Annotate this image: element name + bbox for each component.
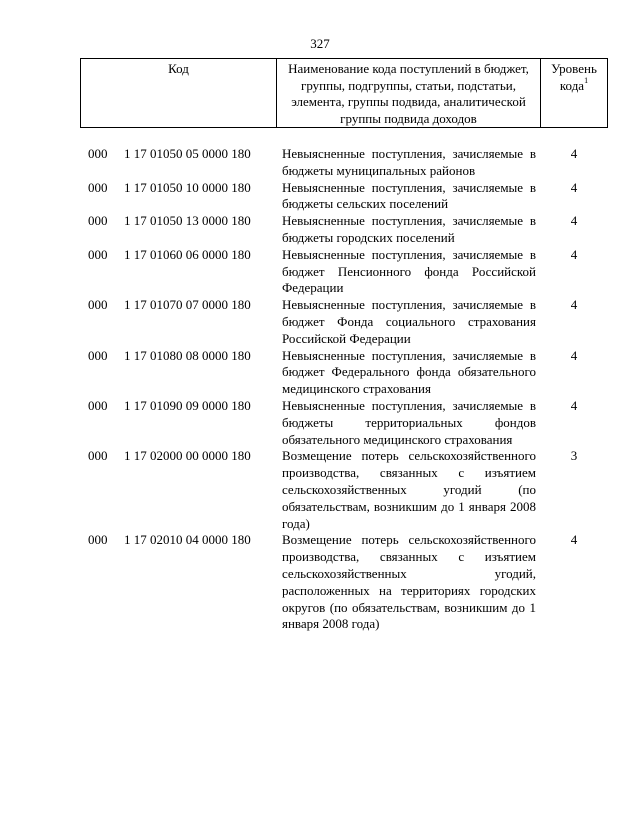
header-code-label: Код [168,61,189,76]
table-row [80,448,608,532]
revenue-code: 1 17 01090 09 0000 180 [124,397,251,413]
table-row [80,398,608,448]
revenue-code: 1 17 01050 10 0000 180 [124,179,251,195]
header-level-text [541,59,607,94]
code-level: 4 [570,532,578,548]
admin-code: 000 [88,397,108,413]
code-level: 4 [570,297,578,313]
table-row [80,180,608,214]
revenue-code: 1 17 01050 05 0000 180 [124,146,251,161]
revenue-name: Невыясненные поступления, зачисляемые в бюджеты муниципальных районов [282,146,536,178]
revenue-code: 1 17 02010 04 0000 180 [124,532,251,548]
admin-code: 000 [88,297,108,313]
footnote-marker: 1 [584,75,589,85]
admin-code: 000 [88,179,108,195]
admin-code: 000 [88,246,108,262]
code-level: 4 [570,179,578,195]
page-number: 327 [310,36,330,51]
table-row [80,532,608,633]
revenue-name: Возмещение потерь сельскохозяйственного производства, связанных с изъятием сельскохозяйственных угодий (по обязательствам, возникшим до 1 января 2008 года) [282,448,536,531]
header-level-label: Уровень кода [551,61,597,93]
code-level: 4 [570,213,578,229]
code-level: 4 [570,347,578,363]
code-level: 4 [570,246,578,262]
admin-code: 000 [88,448,108,464]
header-cell-level [541,59,607,127]
table-row [80,213,608,247]
admin-code: 000 [88,347,108,363]
table-row [80,247,608,297]
revenue-name: Невыясненные поступления, зачисляемые в бюджеты территориальных фондов обязательного медицинского страхования [282,397,536,447]
revenue-name: Возмещение потерь сельскохозяйственного производства, связанных с изъятием сельскохозяйственных угодий, расположенных на территориях городских округов (по обязательствам, возникшим до 1 января 2008 года) [282,532,536,632]
admin-code: 000 [88,532,108,548]
revenue-name: Невыясненные поступления, зачисляемые в бюджеты городских поселений [282,213,536,245]
table-body [80,146,608,633]
header-cell-code [81,59,277,127]
header-cell-name [277,59,541,127]
code-level: 4 [570,397,578,413]
revenue-code: 1 17 01050 13 0000 180 [124,213,251,229]
table-row [80,146,608,180]
code-level: 3 [570,448,578,464]
admin-code: 000 [88,213,108,229]
code-level: 4 [570,146,578,161]
revenue-code: 1 17 01060 06 0000 180 [124,246,251,262]
revenue-code: 1 17 01070 07 0000 180 [124,297,251,313]
revenue-name: Невыясненные поступления, зачисляемые в бюджет Федерального фонда обязательного медицинского страхования [282,347,536,397]
header-name-label: Наименование кода поступлений в бюджет, группы, подгруппы, статьи, подстатьи, элемента, группы подвида, аналитической группы подвида доходов [288,61,529,126]
revenue-name: Невыясненные поступления, зачисляемые в бюджет Пенсионного фонда Российской Федерации [282,246,536,296]
admin-code: 000 [88,146,108,161]
table-row [80,297,608,347]
revenue-name: Невыясненные поступления, зачисляемые в бюджет Фонда социального страхования Российской Федерации [282,297,536,346]
revenue-name: Невыясненные поступления, зачисляемые в бюджеты сельских поселений [282,179,536,212]
revenue-code: 1 17 01080 08 0000 180 [124,347,251,363]
table-row [80,348,608,398]
revenue-code: 1 17 02000 00 0000 180 [124,448,251,464]
table-header [80,58,608,128]
